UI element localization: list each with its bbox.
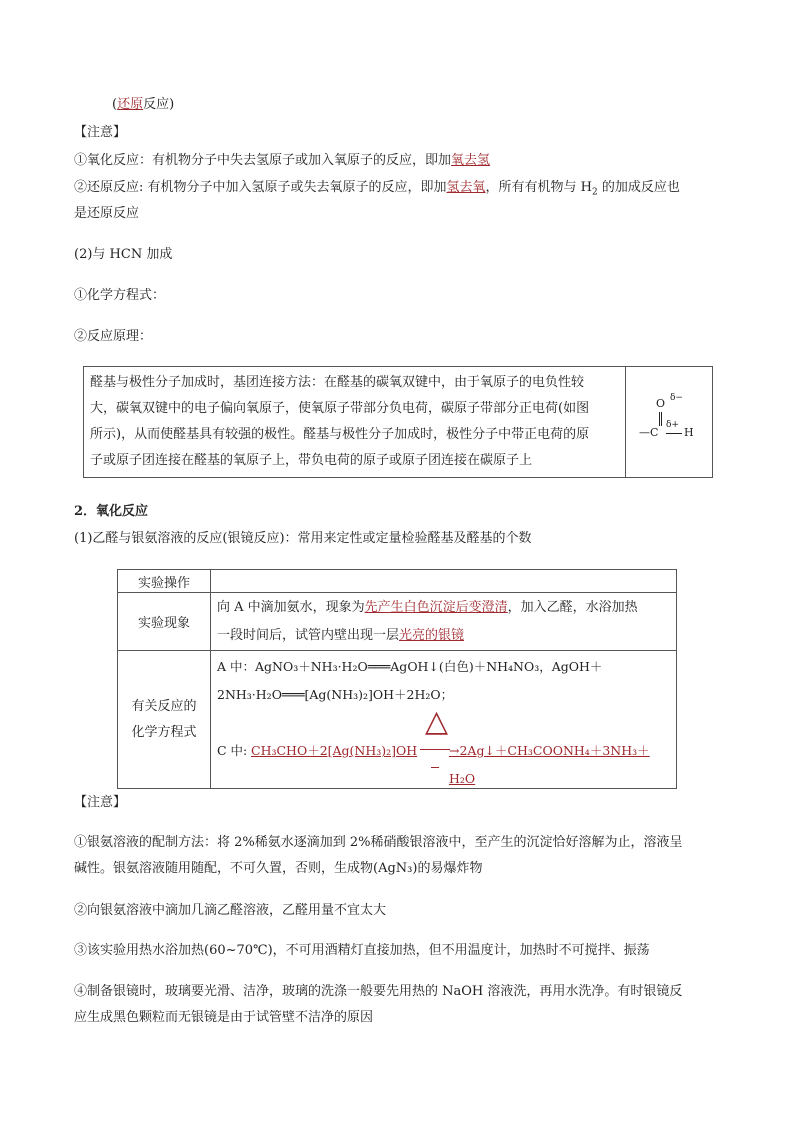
text: 一段时间后，试管内壁出现一层 (217, 627, 400, 643)
equation-reactants: CH₃CHO＋2[Ag(NH₃)₂]OH (251, 743, 418, 758)
note-heading: 【注意】 (74, 795, 127, 810)
note-item: ①银氨溶液的配制方法：将 2%稀氨水逐滴加到 2%稀硝酸银溶液中，至产生的沉淀恰好溶解为止，溶液呈 (74, 835, 683, 850)
note-item: ③该实验用热水浴加热(60~70℃)，不可用酒精灯直接加热，但不用温度计，加热时不可搅拌、振荡 (74, 943, 650, 958)
hydrogen-atom: H (684, 426, 694, 439)
section-title: 2．氧化反应 (74, 504, 149, 519)
hcn-mechanism-label: ②反应原理： (74, 329, 153, 344)
carbon-atom: —C (639, 426, 659, 439)
phenomenon-line (217, 594, 670, 622)
phenomenon-line (217, 622, 670, 650)
heat-icon: △ (425, 704, 449, 739)
text: 向 A 中滴加氨水，现象为 (217, 599, 365, 615)
delta-minus: δ− (670, 393, 683, 403)
hcn-title: (2)与 HCN 加成 (74, 247, 173, 262)
note-item-reduction-cont: 是还原反应 (74, 206, 140, 221)
reduction-term: 还原 (117, 97, 144, 112)
note-item: 应生成黑色颗粒而无银镜是由于试管壁不洁净的原因 (74, 1010, 374, 1025)
reduction-rest: 反应) (143, 97, 175, 112)
note-item-reduction (74, 179, 680, 202)
principle-box (83, 366, 713, 478)
delta-plus: δ+ (666, 420, 679, 430)
equation-c (217, 704, 670, 786)
row-label: 实验操作 (118, 570, 211, 593)
note-item: ②向银氨溶液中滴加几滴乙醛溶液，乙醛用量不宜太大 (74, 903, 387, 918)
row-value (211, 570, 677, 593)
label-line: 化学方程式 (131, 724, 197, 740)
text: C 中: (217, 743, 248, 758)
row-value (211, 593, 677, 651)
equation-line: A 中：AgNO₃＋NH₃·H₂O═══AgOH↓(白色)＋NH₄NO₃，AgOH＋ (217, 659, 603, 674)
text: ，加入乙醛，水浴加热 (507, 599, 638, 615)
oxygen-atom: O (656, 397, 666, 410)
highlight: 氧去氢 (451, 153, 491, 168)
subscript: 2 (592, 187, 598, 198)
note-item: 碱性。银氨溶液随用随配，不可久置，否则，生成物(AgN₃)的易爆炸物 (74, 861, 483, 876)
single-bond (666, 433, 682, 434)
arrow-line-bottom (431, 767, 439, 768)
molecule-cell (626, 367, 713, 478)
hcn-equation-label: ①化学方程式： (74, 288, 166, 303)
equation-products: →2Ag↓＋CH₃COONH₄＋3NH₃＋H₂O (449, 743, 650, 786)
row-label: 实验现象 (118, 593, 211, 651)
double-bond (659, 412, 662, 426)
section-subtitle: (1)乙醛与银氨溶液的反应(银镜反应)：常用来定性或定量检验醛基及醛基的个数 (74, 531, 532, 546)
experiment-table (117, 569, 677, 789)
highlight: 光亮的银镜 (399, 627, 465, 643)
paren: ( (112, 97, 118, 112)
row-label (118, 651, 211, 789)
aldehyde-polarity-diagram (626, 367, 712, 477)
highlight: 氢去氧 (446, 180, 486, 195)
equation-line: 2NH₃·H₂O═══[Ag(NH₃)₂]OH＋2H₂O； (217, 687, 454, 702)
note-item-oxidation (74, 152, 490, 170)
principle-line: 醛基与极性分子加成时，基团连接方法：在醛基的碳氧双键中，由于氧原子的电负性较 (90, 375, 585, 390)
text: 的加成反应也 (597, 180, 680, 195)
text: ②还原反应: 有机物分子中加入氢原子或失去氧原子的反应，即加 (74, 180, 447, 195)
label-line: 有关反应的 (131, 698, 197, 714)
principle-line: 子或原子团连接在醛基的氧原子上，带负电荷的原子或原子团连接在碳原子上 (90, 453, 533, 468)
principle-line: 所示)，从而使醛基具有较强的极性。醛基与极性分子加成时，极性分子中带正电荷的原 (90, 427, 590, 442)
row-value (211, 651, 677, 789)
note-heading: 【注意】 (74, 125, 127, 140)
arrow-line-top (420, 749, 450, 750)
note-item: ④制备银镜时，玻璃要光滑、洁净，玻璃的洗涤一般要先用热的 NaOH 溶液洗，再用水洗净。有时银镜反 (74, 984, 683, 999)
principle-text-cell (84, 367, 626, 478)
text: ①氧化反应：有机物分子中失去氢原子或加入氧原子的反应，即加 (74, 153, 452, 168)
highlight: 先产生白色沉淀后变澄清 (364, 599, 508, 615)
text: ，所有有机物与 H (485, 180, 593, 195)
reduction-fragment (112, 96, 174, 114)
principle-line: 大，碳氧双键中的电子偏向氧原子，使氧原子带部分负电荷，碳原子带部分正电荷(如图 (90, 401, 590, 416)
